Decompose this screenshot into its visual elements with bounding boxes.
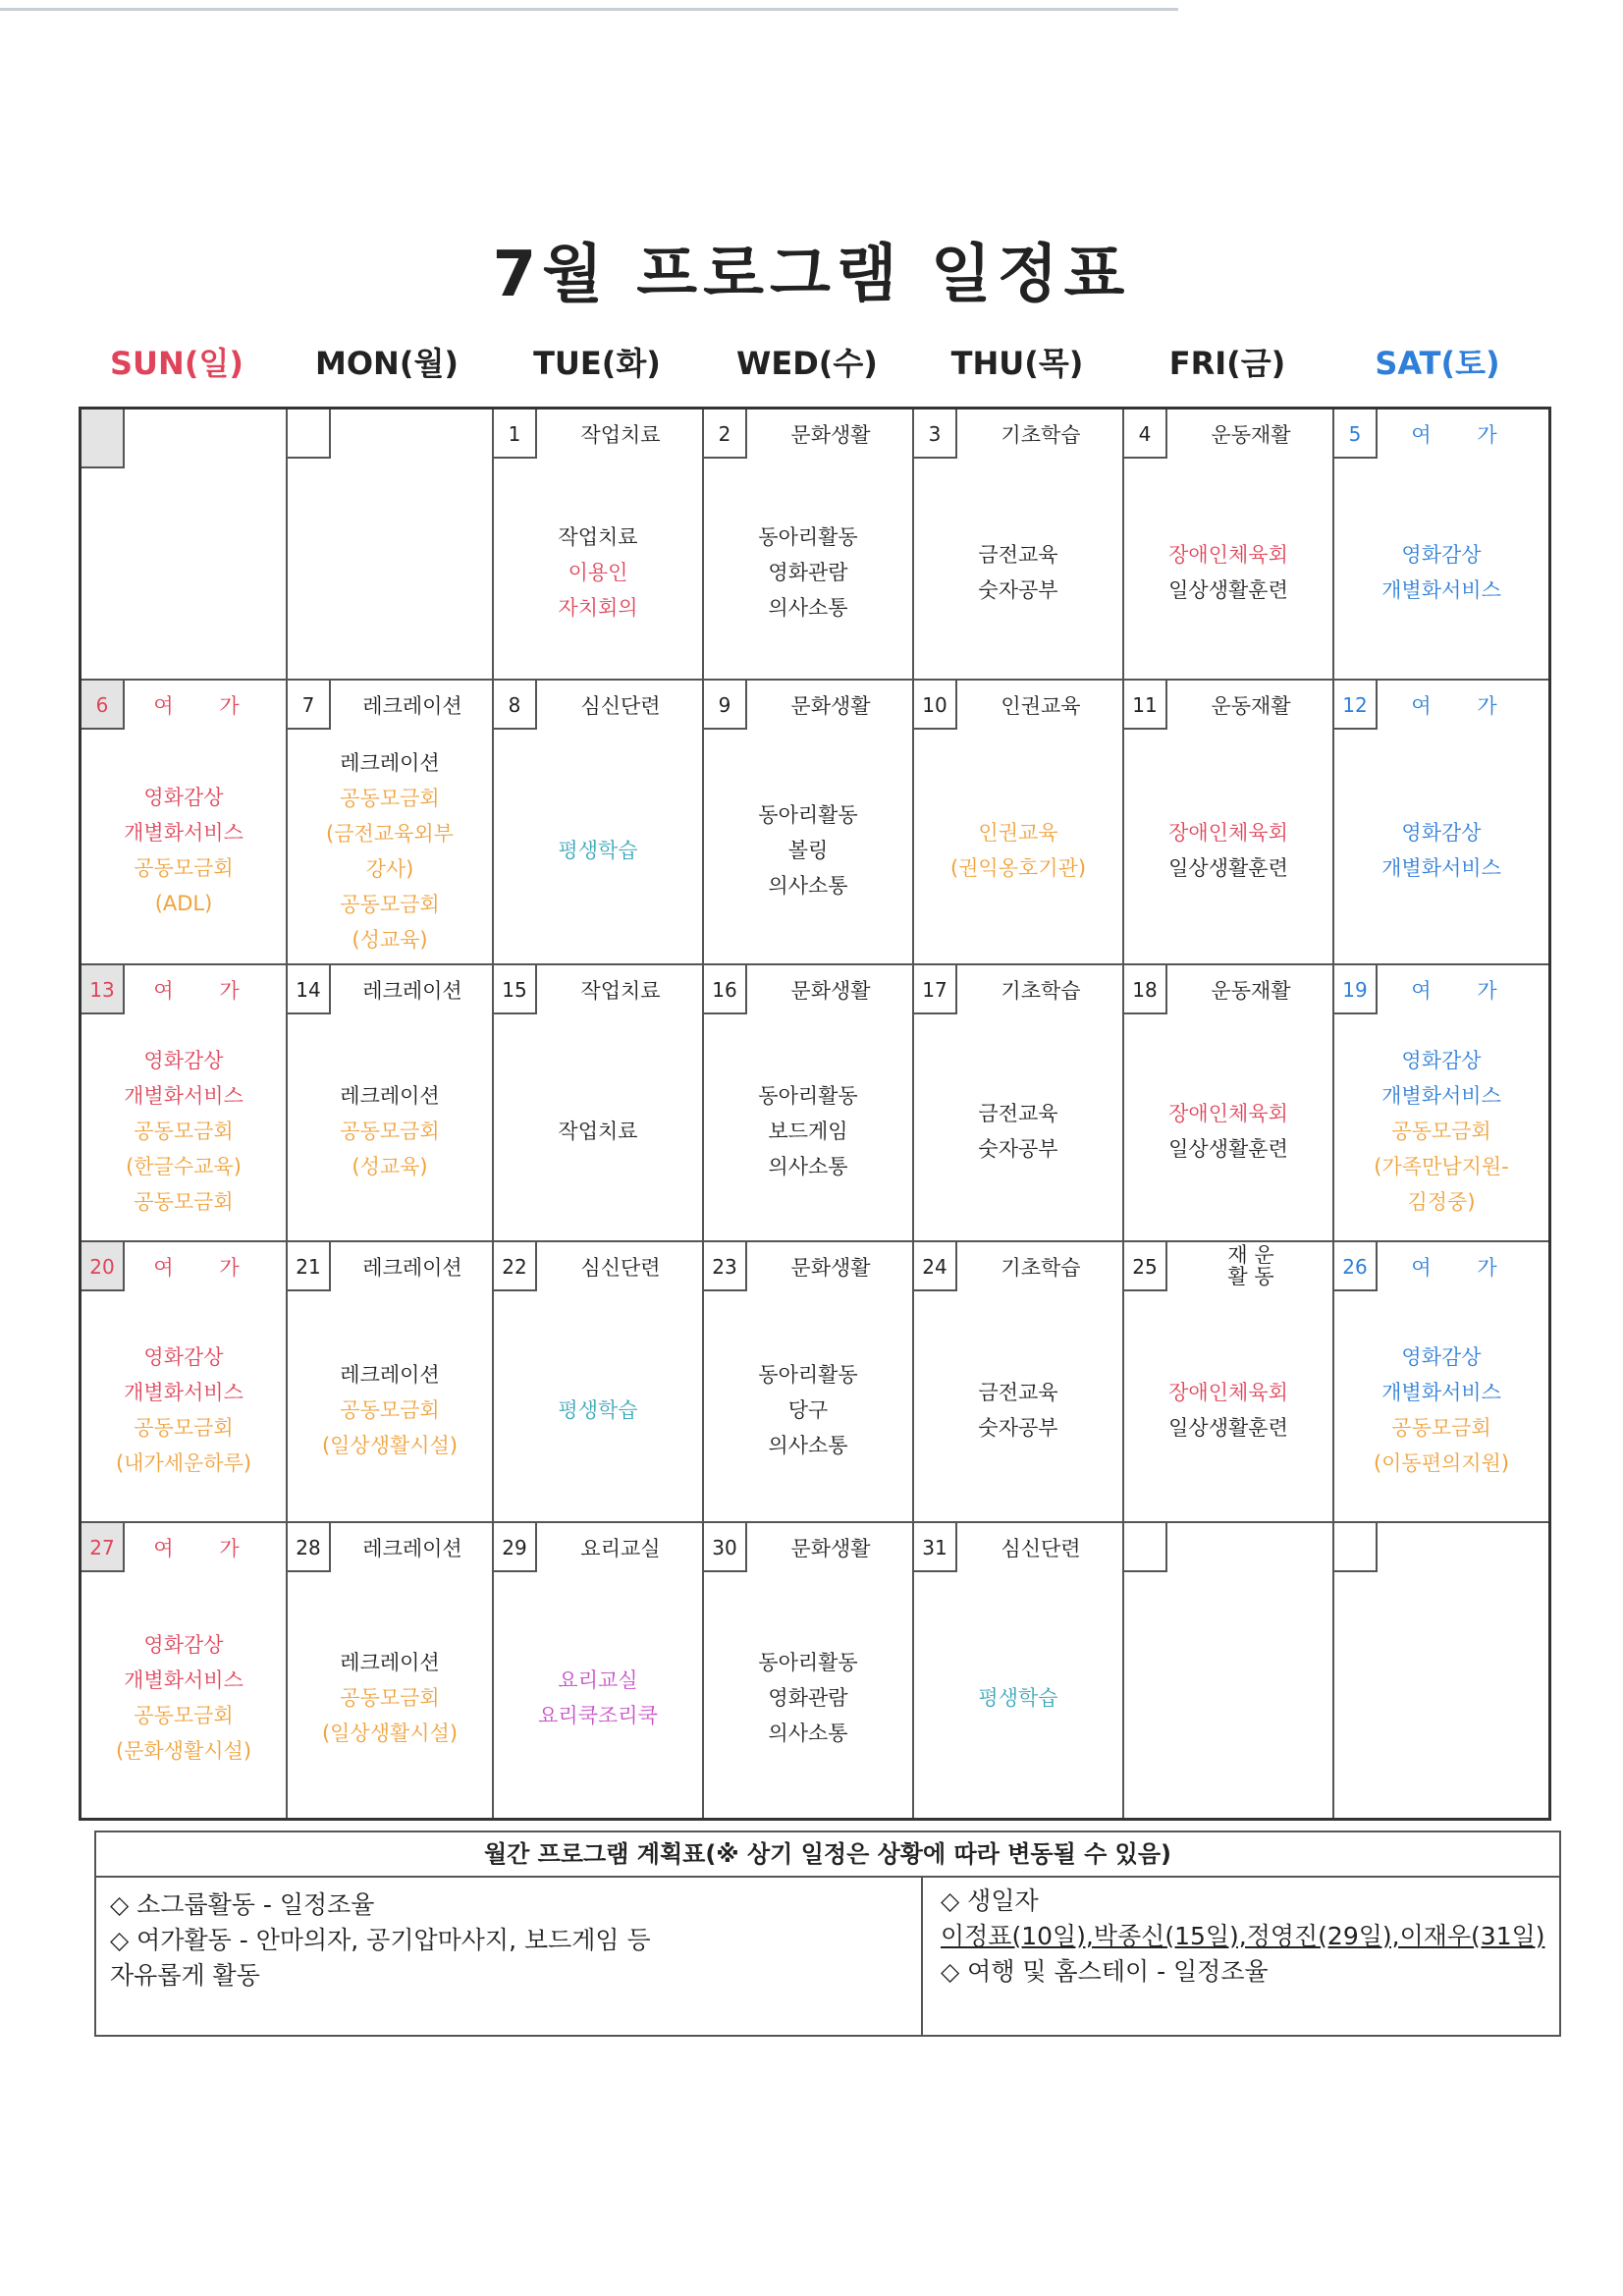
detail-line: 개별화서비스 bbox=[1381, 856, 1501, 880]
day-cell bbox=[914, 1523, 1124, 1818]
program-title: 요리교실 bbox=[580, 1537, 661, 1560]
detail-line: 영화감상 bbox=[143, 786, 224, 809]
detail-line: 요리쿡조리쿡 bbox=[538, 1704, 658, 1727]
calendar-grid bbox=[79, 407, 1551, 1821]
detail-line: 개별화서비스 bbox=[1381, 1381, 1501, 1404]
detail-line: 동아리활동 bbox=[758, 803, 858, 827]
detail-line: 공동모금회 bbox=[340, 787, 440, 810]
detail-line: 영화감상 bbox=[1401, 1345, 1482, 1369]
detail-line: 일상생활훈련 bbox=[1168, 1416, 1288, 1440]
day-cell bbox=[288, 965, 494, 1242]
day-cell bbox=[494, 681, 704, 965]
program-title: 여 가 bbox=[1411, 979, 1517, 1003]
weekday-sun: SUN(일) bbox=[110, 345, 243, 382]
detail-line: 레크레이션 bbox=[340, 751, 440, 775]
detail-line: 숫자공부 bbox=[978, 1416, 1058, 1440]
detail-line: 영화감상 bbox=[143, 1049, 224, 1072]
detail-line: 레크레이션 bbox=[340, 1651, 440, 1674]
day-cell bbox=[494, 1242, 704, 1523]
day-number: 18 bbox=[1124, 965, 1167, 1014]
program-details bbox=[918, 1096, 1118, 1167]
detail-line: 레크레이션 bbox=[340, 1363, 440, 1387]
program-title: 여 가 bbox=[153, 1256, 259, 1280]
program-details bbox=[708, 1357, 908, 1463]
detail-line: (ADL) bbox=[154, 892, 213, 915]
day-number: 3 bbox=[914, 410, 957, 459]
detail-line: 평생학습 bbox=[558, 1398, 638, 1422]
program-details bbox=[498, 833, 698, 868]
detail-line: 개별화서비스 bbox=[124, 1084, 243, 1108]
detail-line: 당구 bbox=[787, 1398, 829, 1422]
page-title: 7월 프로그램 일정표 bbox=[492, 239, 1131, 311]
detail-line: (금전교육외부 bbox=[326, 822, 454, 846]
detail-line: 개별화서비스 bbox=[124, 1381, 243, 1404]
birthday-notes bbox=[941, 1884, 1549, 1990]
day-cell bbox=[1124, 410, 1334, 681]
program-details bbox=[918, 1375, 1118, 1446]
day-cell bbox=[1124, 681, 1334, 965]
day-cell bbox=[704, 681, 914, 965]
program-title: 재 운 활 동 bbox=[1227, 1243, 1274, 1288]
detail-line: (내가세운하루) bbox=[115, 1451, 252, 1475]
day-number: 4 bbox=[1124, 410, 1167, 459]
program-title: 문화생활 bbox=[790, 1537, 871, 1560]
detail-line: 요리교실 bbox=[558, 1668, 638, 1692]
day-number: 8 bbox=[494, 681, 537, 730]
day-cell bbox=[1334, 965, 1548, 1242]
detail-line: 레크레이션 bbox=[340, 1084, 440, 1108]
detail-line: 개별화서비스 bbox=[1381, 578, 1501, 602]
detail-line: 일상생활훈련 bbox=[1168, 578, 1288, 602]
detail-line: (가족만남지원- bbox=[1374, 1155, 1509, 1178]
detail-line: 영화관람 bbox=[768, 561, 848, 584]
day-cell bbox=[81, 1242, 288, 1523]
weekday-wed: WED(수) bbox=[736, 345, 878, 382]
travel-note: ◇ 여행 및 홈스테이 - 일정조율 bbox=[941, 1957, 1269, 1986]
detail-line: 공동모금회 bbox=[134, 1120, 234, 1143]
weekday-tue: TUE(화) bbox=[533, 345, 661, 382]
detail-line: 인권교육 bbox=[978, 821, 1058, 845]
monthly-plan-box bbox=[94, 1831, 1561, 2037]
day-cell bbox=[704, 1242, 914, 1523]
day-number: 10 bbox=[914, 681, 957, 730]
program-title: 기초학습 bbox=[1001, 979, 1081, 1003]
program-title: 심신단련 bbox=[580, 694, 661, 718]
detail-line: 작업치료 bbox=[558, 525, 638, 549]
detail-line: 일상생활훈련 bbox=[1168, 856, 1288, 880]
day-cell bbox=[1334, 410, 1548, 681]
program-details bbox=[292, 745, 488, 957]
detail-line: 동아리활동 bbox=[758, 1651, 858, 1674]
program-details bbox=[1128, 1096, 1328, 1167]
day-number: 14 bbox=[288, 965, 331, 1014]
small-group-note: ◇ 소그룹활동 - 일정조율 bbox=[110, 1890, 375, 1919]
day-cell bbox=[1334, 1242, 1548, 1523]
program-title: 여 가 bbox=[1411, 1256, 1517, 1280]
program-details bbox=[1338, 1043, 1544, 1220]
detail-line: 장애인체육회 bbox=[1168, 1102, 1288, 1125]
detail-line: 공동모금회 bbox=[134, 1704, 234, 1727]
day-cell bbox=[1334, 681, 1548, 965]
day-cell bbox=[1334, 1523, 1548, 1818]
day-number: 16 bbox=[704, 965, 747, 1014]
day-number: 29 bbox=[494, 1523, 537, 1572]
day-cell bbox=[704, 410, 914, 681]
day-cell bbox=[81, 681, 288, 965]
day-cell bbox=[914, 1242, 1124, 1523]
detail-line: 강사) bbox=[365, 857, 414, 881]
detail-line: 의사소통 bbox=[768, 874, 848, 898]
detail-line: (일상생활시설) bbox=[321, 1434, 459, 1457]
weekday-thu: THU(목) bbox=[950, 345, 1084, 382]
program-details bbox=[918, 1680, 1118, 1716]
detail-line: 공동모금회 bbox=[340, 1120, 440, 1143]
program-title: 여 가 bbox=[1411, 423, 1517, 447]
detail-line: 개별화서비스 bbox=[1381, 1084, 1501, 1108]
detail-line: 김정중) bbox=[1407, 1190, 1476, 1214]
weekday-mon: MON(월) bbox=[315, 345, 459, 382]
program-details bbox=[708, 1645, 908, 1751]
program-details bbox=[292, 1357, 488, 1463]
program-details bbox=[1338, 537, 1544, 608]
program-details bbox=[1128, 537, 1328, 608]
detail-line: 장애인체육회 bbox=[1168, 1381, 1288, 1404]
birthday-heading: ◇ 생일자 bbox=[941, 1886, 1039, 1915]
day-cell bbox=[288, 1242, 494, 1523]
day-number: 9 bbox=[704, 681, 747, 730]
day-cell bbox=[288, 1523, 494, 1818]
detail-line: 의사소통 bbox=[768, 596, 848, 620]
footer-divider bbox=[921, 1876, 923, 2035]
day-number: 1 bbox=[494, 410, 537, 459]
detail-line: 장애인체육회 bbox=[1168, 543, 1288, 567]
detail-line: 영화감상 bbox=[143, 1633, 224, 1657]
day-number: 7 bbox=[288, 681, 331, 730]
scan-top-edge bbox=[0, 8, 1178, 11]
day-cell bbox=[914, 965, 1124, 1242]
detail-line: 개별화서비스 bbox=[124, 821, 243, 845]
detail-line: (성교육) bbox=[352, 1155, 428, 1178]
detail-line: 공동모금회 bbox=[1391, 1416, 1491, 1440]
detail-line: (권익옹호기관) bbox=[949, 856, 1087, 880]
detail-line: 의사소통 bbox=[768, 1155, 848, 1178]
day-cell bbox=[1124, 1523, 1334, 1818]
day-number: 23 bbox=[704, 1242, 747, 1291]
leisure-note: ◇ 여가활동 - 안마의자, 공기압마사지, 보드게임 등 bbox=[110, 1926, 651, 1954]
day-number: 13 bbox=[81, 965, 125, 1014]
day-number: 5 bbox=[1334, 410, 1378, 459]
program-details bbox=[708, 797, 908, 903]
program-title: 인권교육 bbox=[1001, 694, 1081, 718]
day-number bbox=[1124, 1523, 1167, 1572]
day-cell bbox=[704, 1523, 914, 1818]
program-details bbox=[85, 780, 282, 921]
day-number bbox=[288, 410, 331, 459]
monthly-plan-header: 월간 프로그램 계획표(※ 상기 일정은 상황에 따라 변동될 수 있음) bbox=[96, 1832, 1559, 1878]
day-number: 30 bbox=[704, 1523, 747, 1572]
detail-line: 공동모금회 bbox=[134, 1190, 234, 1214]
program-title: 문화생활 bbox=[790, 979, 871, 1003]
program-details bbox=[85, 1339, 282, 1481]
detail-line: 공동모금회 bbox=[340, 893, 440, 916]
program-title: 운동재활 bbox=[1211, 423, 1291, 447]
detail-line: 공동모금회 bbox=[1391, 1120, 1491, 1143]
day-cell bbox=[288, 410, 494, 681]
detail-line: (일상생활시설) bbox=[321, 1722, 459, 1745]
day-cell bbox=[288, 681, 494, 965]
detail-line: 의사소통 bbox=[768, 1434, 848, 1457]
program-details bbox=[1338, 1339, 1544, 1481]
program-title: 여 가 bbox=[153, 979, 259, 1003]
detail-line: (문화생활시설) bbox=[115, 1739, 252, 1763]
detail-line: 금전교육 bbox=[978, 543, 1058, 567]
day-cell bbox=[81, 1523, 288, 1818]
day-number: 17 bbox=[914, 965, 957, 1014]
program-title: 작업치료 bbox=[580, 979, 661, 1003]
day-number: 28 bbox=[288, 1523, 331, 1572]
day-number: 24 bbox=[914, 1242, 957, 1291]
program-title: 문화생활 bbox=[790, 423, 871, 447]
detail-line: 동아리활동 bbox=[758, 1363, 858, 1387]
detail-line: (이동편의지원) bbox=[1373, 1451, 1510, 1475]
program-title: 운동재활 bbox=[1211, 694, 1291, 718]
detail-line: 공동모금회 bbox=[340, 1398, 440, 1422]
day-cell bbox=[494, 1523, 704, 1818]
detail-line: 숫자공부 bbox=[978, 578, 1058, 602]
day-cell bbox=[81, 965, 288, 1242]
program-title: 기초학습 bbox=[1001, 1256, 1081, 1280]
program-details bbox=[85, 1043, 282, 1220]
detail-line: 영화감상 bbox=[1401, 543, 1482, 567]
day-cell bbox=[914, 410, 1124, 681]
detail-line: 작업치료 bbox=[558, 1120, 638, 1143]
day-number: 25 bbox=[1124, 1242, 1167, 1291]
program-details bbox=[708, 1078, 908, 1184]
detail-line: 공동모금회 bbox=[134, 856, 234, 880]
program-title: 심신단련 bbox=[580, 1256, 661, 1280]
detail-line: 금전교육 bbox=[978, 1381, 1058, 1404]
weekday-fri: FRI(금) bbox=[1168, 345, 1286, 382]
program-details bbox=[1128, 815, 1328, 886]
day-number: 12 bbox=[1334, 681, 1378, 730]
program-title: 레크레이션 bbox=[362, 979, 462, 1003]
detail-line: 영화감상 bbox=[143, 1345, 224, 1369]
program-title: 운동재활 bbox=[1211, 979, 1291, 1003]
day-cell bbox=[1124, 1242, 1334, 1523]
detail-line: 보드게임 bbox=[768, 1120, 848, 1143]
detail-line: 동아리활동 bbox=[758, 1084, 858, 1108]
detail-line: 의사소통 bbox=[768, 1722, 848, 1745]
day-cell bbox=[494, 410, 704, 681]
day-number: 2 bbox=[704, 410, 747, 459]
detail-line: (한글수교육) bbox=[126, 1155, 242, 1178]
program-details bbox=[292, 1078, 488, 1184]
weekday-header bbox=[79, 339, 1551, 398]
program-title: 문화생활 bbox=[790, 694, 871, 718]
program-title: 레크레이션 bbox=[362, 1537, 462, 1560]
program-details bbox=[498, 519, 698, 626]
detail-line: 공동모금회 bbox=[134, 1416, 234, 1440]
program-details bbox=[918, 815, 1118, 886]
program-title: 여 가 bbox=[1411, 694, 1517, 718]
detail-line: 금전교육 bbox=[978, 1102, 1058, 1125]
detail-line: 영화관람 bbox=[768, 1686, 848, 1710]
day-number: 19 bbox=[1334, 965, 1378, 1014]
program-title: 문화생활 bbox=[790, 1256, 871, 1280]
day-number: 31 bbox=[914, 1523, 957, 1572]
detail-line: 볼링 bbox=[787, 839, 829, 862]
program-title: 심신단련 bbox=[1001, 1537, 1081, 1560]
program-title: 레크레이션 bbox=[362, 1256, 462, 1280]
day-number: 22 bbox=[494, 1242, 537, 1291]
program-details bbox=[1338, 815, 1544, 886]
detail-line: 영화감상 bbox=[1401, 1049, 1482, 1072]
day-cell bbox=[494, 965, 704, 1242]
program-details bbox=[498, 1663, 698, 1733]
detail-line: 이용인 bbox=[568, 561, 628, 584]
detail-line: 장애인체육회 bbox=[1168, 821, 1288, 845]
day-cell bbox=[704, 965, 914, 1242]
detail-line: 개별화서비스 bbox=[124, 1668, 243, 1692]
day-number: 21 bbox=[288, 1242, 331, 1291]
activity-notes bbox=[110, 1887, 915, 1994]
day-number: 27 bbox=[81, 1523, 125, 1572]
day-number: 20 bbox=[81, 1242, 125, 1291]
birthday-list: 이정표(10일),박종신(15일),정영진(29일),이재우(31일) bbox=[941, 1922, 1545, 1950]
day-number bbox=[1334, 1523, 1378, 1572]
program-title: 작업치료 bbox=[580, 423, 661, 447]
detail-line: 공동모금회 bbox=[340, 1686, 440, 1710]
detail-line: 숫자공부 bbox=[978, 1137, 1058, 1161]
detail-line: 일상생활훈련 bbox=[1168, 1137, 1288, 1161]
program-details bbox=[1128, 1375, 1328, 1446]
day-cell bbox=[914, 681, 1124, 965]
program-details bbox=[918, 537, 1118, 608]
program-details bbox=[498, 1114, 698, 1149]
detail-line: 자치회의 bbox=[558, 596, 638, 620]
day-number bbox=[81, 410, 125, 468]
day-number: 26 bbox=[1334, 1242, 1378, 1291]
detail-line: (성교육) bbox=[352, 928, 428, 952]
program-details bbox=[292, 1645, 488, 1751]
program-details bbox=[85, 1627, 282, 1769]
leisure-note-cont: 자유롭게 활동 bbox=[110, 1961, 260, 1990]
day-number: 15 bbox=[494, 965, 537, 1014]
weekday-sat: SAT(토) bbox=[1375, 345, 1500, 382]
program-details bbox=[498, 1393, 698, 1428]
detail-line: 평생학습 bbox=[558, 839, 638, 862]
detail-line: 평생학습 bbox=[978, 1686, 1058, 1710]
program-title: 레크레이션 bbox=[362, 694, 462, 718]
program-details bbox=[708, 519, 908, 626]
day-number: 6 bbox=[81, 681, 125, 730]
day-cell bbox=[81, 410, 288, 681]
detail-line: 영화감상 bbox=[1401, 821, 1482, 845]
day-number: 11 bbox=[1124, 681, 1167, 730]
program-title: 기초학습 bbox=[1001, 423, 1081, 447]
day-cell bbox=[1124, 965, 1334, 1242]
program-title: 여 가 bbox=[153, 694, 259, 718]
program-title: 여 가 bbox=[153, 1537, 259, 1560]
detail-line: 동아리활동 bbox=[758, 525, 858, 549]
